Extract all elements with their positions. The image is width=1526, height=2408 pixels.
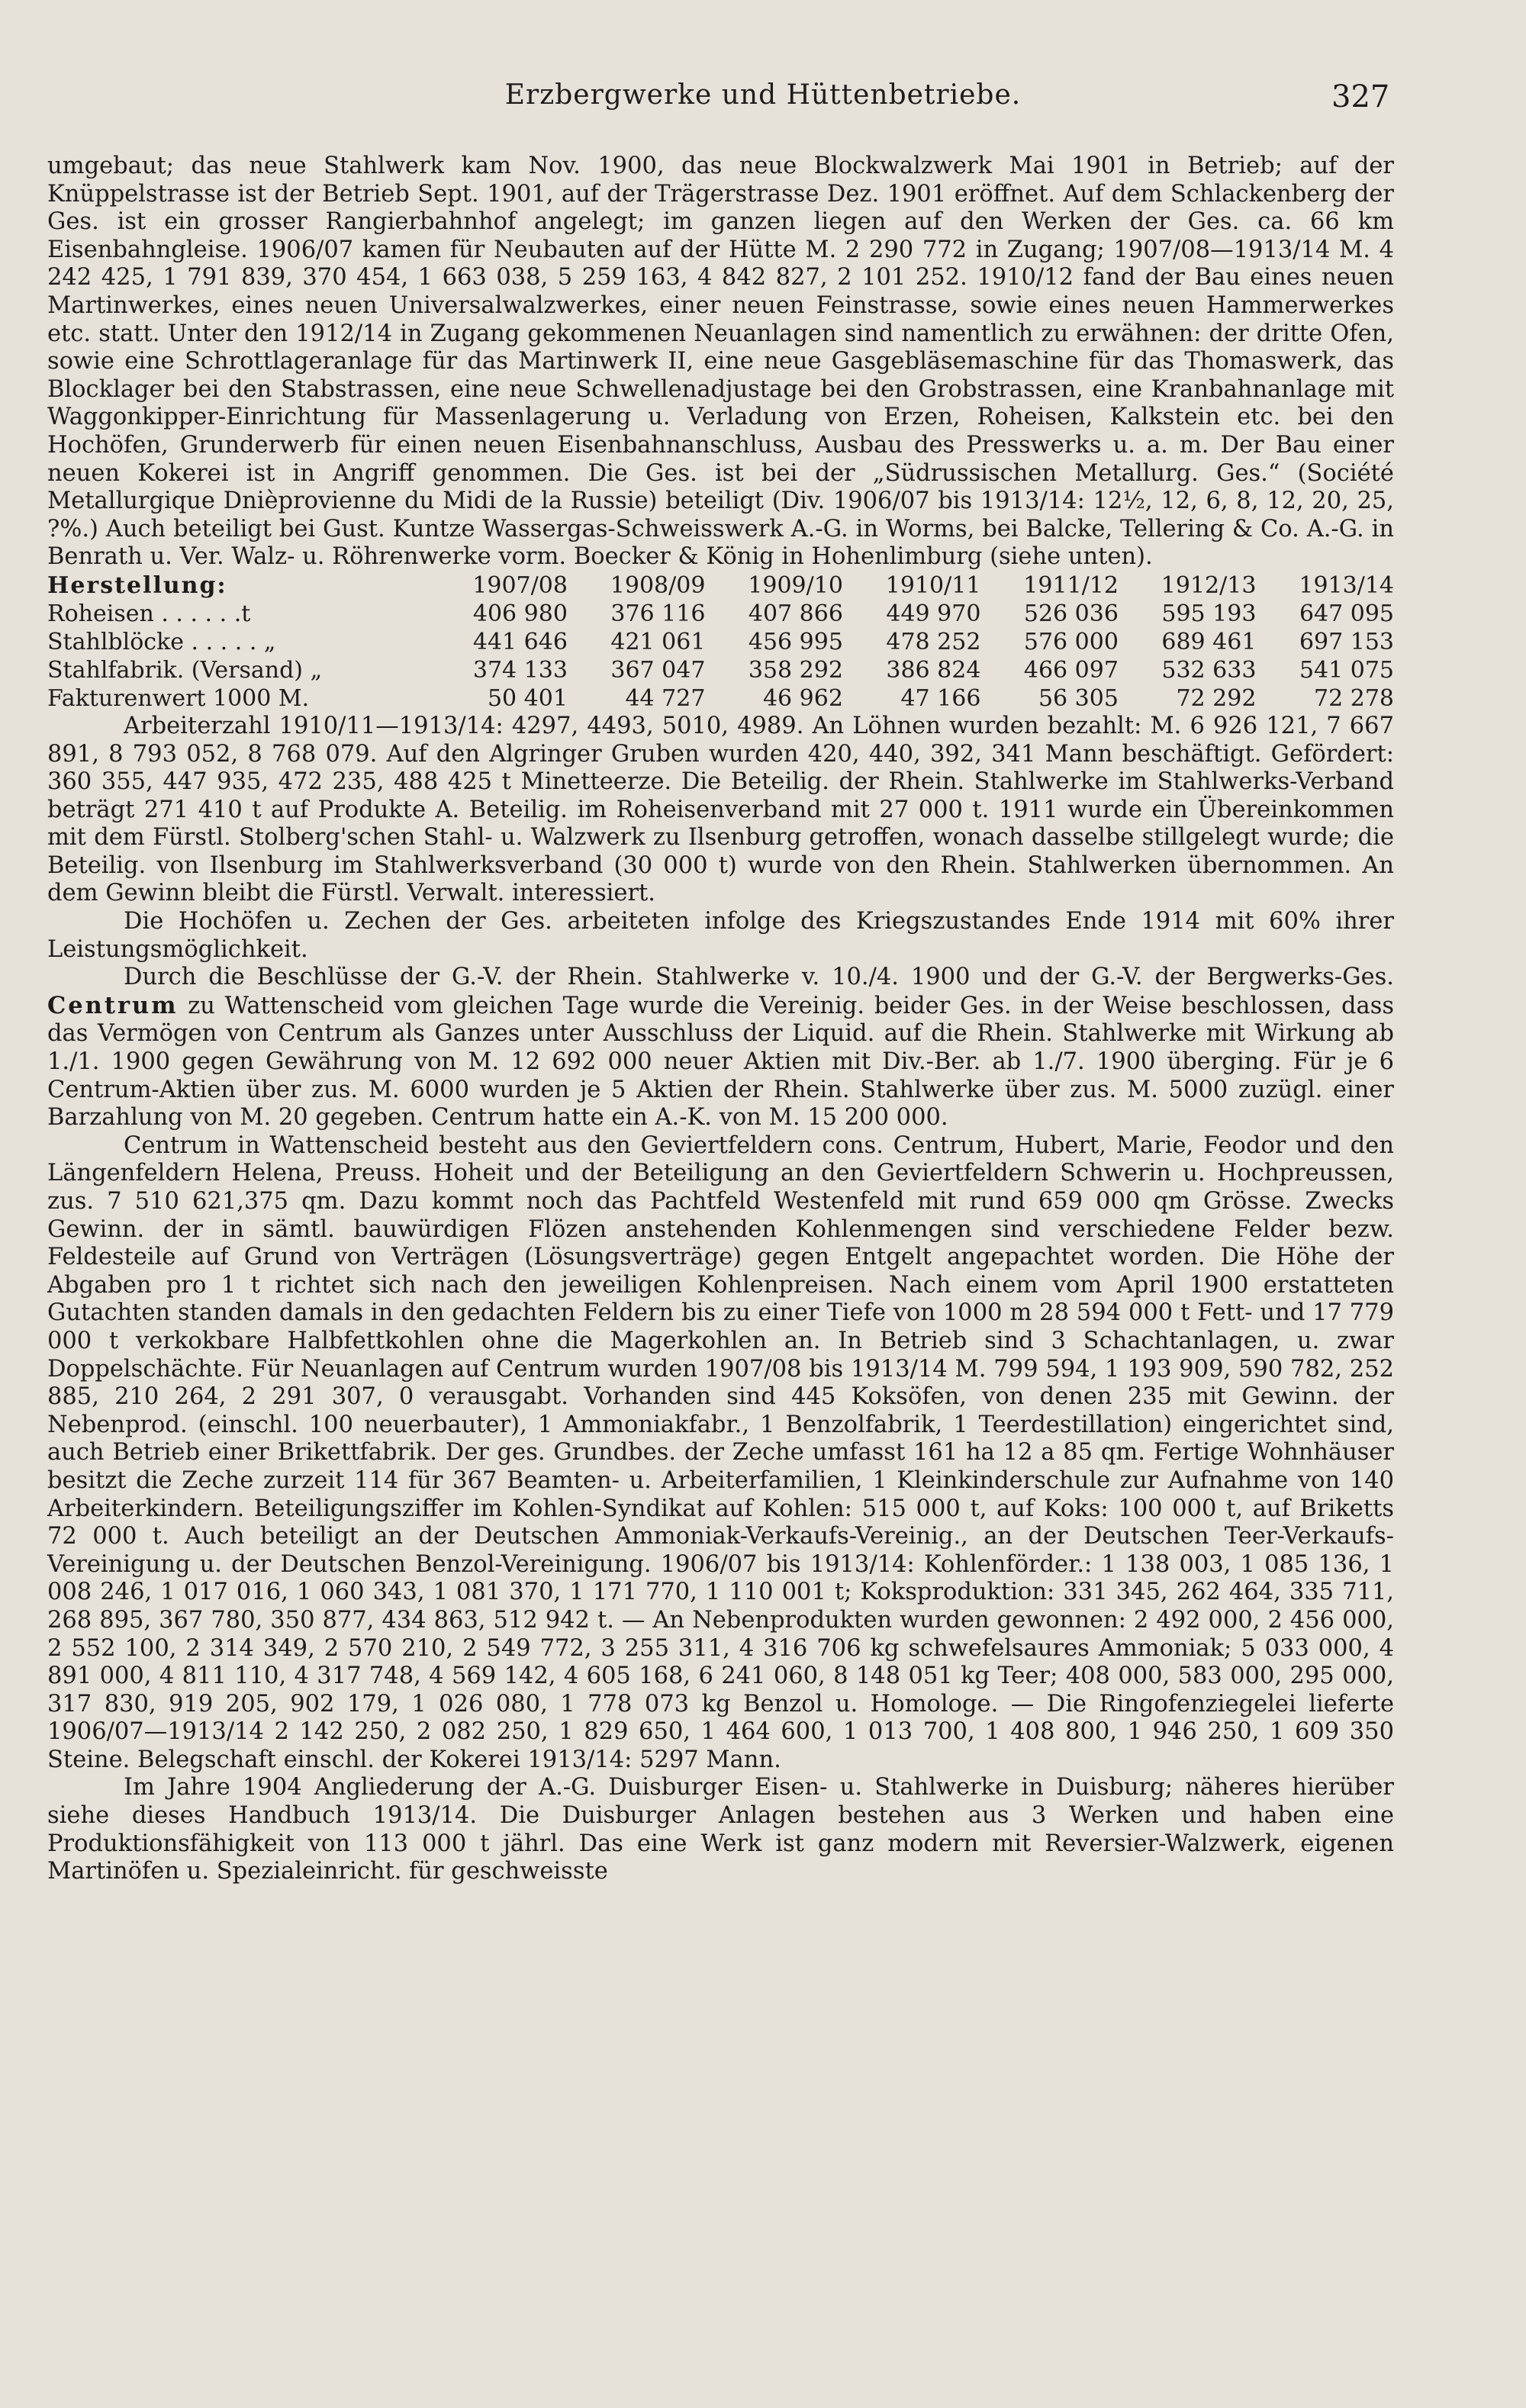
- table-cell: 47 166: [900, 684, 981, 712]
- row-unit: t: [241, 600, 251, 627]
- row-label-text: Stahlfabrik. (Versand): [47, 656, 304, 684]
- paragraph-duisburg: Im Jahre 1904 Angliederung der A.-G. Duisburger Eisen- u. Stahlwerke in Duisburg; näheres hierüber siehe dieses Handbuch 1913/14. Die Duisburger Anlagen bestehen aus 3 Werken und haben eine Produktionsfähigkeit von 113 000 t jährl. Das eine Werk ist ganz modern mit Reversier-Walzwerk, eigenen Martinöfen u. Spezialeinricht. für geschweisste: [47, 1774, 1394, 1885]
- paragraph-war: Die Hochöfen u. Zechen der Ges. arbeiteten infolge des Kriegszustandes Ende 1914 mit 60% ihrer Leistungsmöglichkeit.: [47, 908, 1394, 963]
- row-label: [47, 628, 431, 656]
- merger-text-before: Durch die Beschlüsse der G.-V. der Rhein. Stahlwerke v. 10./4. 1900 und der G.-V. der Bergwerks-Ges.: [124, 964, 1394, 991]
- table-cell: 576 000: [1023, 628, 1119, 655]
- table-row: [47, 684, 1394, 713]
- year-column-header: 1908/09: [610, 571, 706, 599]
- table-cell: 386 824: [886, 656, 981, 684]
- page-number: 327: [1331, 79, 1390, 114]
- paragraph-centrum-fields: Centrum in Wattenscheid besteht aus den Geviertfeldern cons. Centrum, Hubert, Marie, Feodor und den Längenfeldern Helena, Preuss. Hoheit und der Beteiligung an den Geviertfeldern Schwerin u. Hochpreussen, zus. 7 510 621,375 qm. Dazu kommt noch das Pachtfeld Westenfeld mit rund 659 000 qm Grösse. Zwecks Gewinn. der in sämtl. bauwürdigen Flözen anstehenden Kohlenmengen sind verschiedene Felder bezw. Feldesteile auf Grund von Verträgen (Lösungsverträge) gegen Entgelt angepachtet worden. Die Höhe der Abgaben pro 1 t richtet sich nach den jeweiligen Kohlenpreisen. Nach einem vom April 1900 erstatteten Gutachten standen damals in den gedachten Feldern bis zu einer Tiefe von 1000 m 28 594 000 t Fett- und 17 779 000 t verkokbare Halbfettkohlen ohne die Magerkohlen an. In Betrieb sind 3 Schachtanlagen, u. zwar Doppelschächte. Für Neuanlagen auf Centrum wurden 1907/08 bis 1913/14 M. 799 594, 1 193 909, 590 782, 252 885, 210 264, 2 291 307, 0 verausgabt. Vorhanden sind 445 Koksöfen, von denen 235 mit Gewinn. der Nebenprod. (einschl. 100 neuerbauter), 1 Ammoniakfabr., 1 Benzolfabrik, 1 Teerdestillation) eingerichtet sind, auch Betrieb einer Brikettfabrik. Der ges. Grundbes. der Zeche umfasst 161 ha 12 a 85 qm. Fertige Wohnhäuser besitzt die Zeche zurzeit 114 für 367 Beamten- u. Arbeiterfamilien, 1 Kleinkinderschule zur Aufnahme von 140 Arbeiterkindern. Beteiligungsziffer im Kohlen-Syndikat auf Kohlen: 515 000 t, auf Koks: 100 000 t, auf Briketts 72 000 t. Auch beteiligt an der Deutschen Ammoniak-Verkaufs-Vereinig., an der Deutschen Teer-Verkaufs-Vereinigung u. der Deutschen Benzol-Vereinigung. 1906/07 bis 1913/14: Kohlenförder.: 1 138 003, 1 085 136, 1 008 246, 1 017 016, 1 060 343, 1 081 370, 1 171 770, 1 110 001 t; Koksproduktion: 331 345, 262 464, 335 711, 268 895, 367 780, 350 877, 434 863, 512 942 t. — An Nebenprodukten wurden gewonnen: 2 492 000, 2 456 000, 2 552 100, 2 314 349, 2 570 210, 2 549 772, 3 255 311, 4 316 706 kg schwefelsaures Ammoniak; 5 033 000, 4 891 000, 4 811 110, 4 317 748, 4 569 142, 4 605 168, 6 241 060, 8 148 051 kg Teer; 408 000, 583 000, 295 000, 317 830, 919 205, 902 179, 1 026 080, 1 778 073 kg Benzol u. Homologe. — Die Ringofenziegelei lieferte 1906/07—1913/14 2 142 250, 2 082 250, 1 829 650, 1 464 600, 1 013 700, 1 408 800, 1 946 250, 1 609 350 Steine. Belegschaft einschl. der Kokerei 1913/14: 5297 Mann.: [47, 1132, 1394, 1773]
- table-cell: 441 646: [472, 628, 568, 655]
- table-cell: 449 970: [886, 600, 981, 627]
- table-cell: 421 061: [610, 628, 706, 655]
- row-label-text: Fakturenwert 1000 M.: [47, 684, 310, 712]
- year-column-header: 1913/14: [1299, 571, 1394, 599]
- table-cell: 376 116: [610, 600, 706, 627]
- paragraph-centrum-merger: [47, 964, 1394, 1132]
- production-table-heading: Herstellung:: [47, 571, 227, 599]
- body-text: [47, 153, 1394, 1886]
- row-label-text: Roheisen . . . . . .: [47, 600, 242, 627]
- company-name-centrum: Centrum: [47, 991, 179, 1019]
- table-cell: 358 292: [748, 656, 843, 684]
- production-table-header-row: [47, 571, 1394, 600]
- table-cell: 478 252: [886, 628, 981, 655]
- row-label-text: Stahlblöcke . . . . .: [47, 628, 257, 655]
- table-cell: 406 980: [472, 600, 568, 627]
- year-column-header: 1910/11: [885, 571, 981, 599]
- table-cell: 44 727: [625, 684, 706, 712]
- table-cell: 466 097: [1023, 656, 1119, 684]
- year-column-header: 1911/12: [1023, 571, 1119, 599]
- row-unit: „: [310, 656, 323, 684]
- table-cell: 595 193: [1161, 600, 1257, 627]
- table-cell: 46 962: [762, 684, 843, 712]
- year-column-header: 1909/10: [748, 571, 843, 599]
- table-cell: 689 461: [1161, 628, 1257, 655]
- merger-text-after: zu Wattenscheid vom gleichen Tage wurde die Vereinig. beider Ges. in der Weise beschlossen, dass das Vermögen von Centrum als Ganzes unter Ausschluss der Liquid. auf die Rhein. Stahlwerke mit Wirkung ab 1./1. 1900 gegen Gewährung von M. 12 692 000 neuer Aktien mit Div.-Ber. ab 1./7. 1900 überging. Für je 6 Centrum-Aktien über zus. M. 6000 wurden je 5 Aktien der Rhein. Stahlwerke über zus. M. 5000 zuzügl. einer Barzahlung von M. 20 gegeben. Centrum hatte ein A.-K. von M. 15 200 000.: [47, 992, 1395, 1132]
- table-cell: 456 995: [748, 628, 843, 655]
- row-label: [47, 656, 431, 684]
- table-cell: 56 305: [1038, 684, 1119, 712]
- table-cell: 526 036: [1023, 600, 1119, 627]
- table-row: [47, 600, 1394, 628]
- table-cell: 532 633: [1161, 656, 1257, 684]
- table-cell: 541 075: [1299, 656, 1394, 684]
- table-row: [47, 656, 1394, 684]
- year-column-header: 1912/13: [1161, 571, 1257, 599]
- table-cell: 697 153: [1299, 628, 1394, 655]
- table-cell: 374 133: [472, 656, 568, 684]
- year-column-header: 1907/08: [472, 571, 568, 599]
- production-table: [47, 571, 1394, 713]
- table-cell: 407 866: [748, 600, 843, 627]
- paragraph-workers: Arbeiterzahl 1910/11—1913/14: 4297, 4493, 5010, 4989. An Löhnen wurden bezahlt: M. 6 926 121, 7 667 891, 8 793 052, 8 768 079. Auf den Algringer Gruben wurden 420, 440, 392, 341 Mann beschäftigt. Gefördert: 360 355, 447 935, 472 235, 488 425 t Minetteerze. Die Beteilig. der Rhein. Stahlwerke im Stahlwerks-Verband beträgt 271 410 t auf Produkte A. Beteilig. im Roheisenverband mit 27 000 t. 1911 wurde ein Übereinkommen mit dem Fürstl. Stolberg'schen Stahl- u. Walzwerk zu Ilsenburg getroffen, wonach dasselbe stillgelegt wurde; die Beteilig. von Ilsenburg im Stahlwerksverband (30 000 t) wurde von den Rhein. Stahlwerken übernommen. An dem Gewinn bleibt die Fürstl. Verwalt. interessiert.: [47, 712, 1394, 907]
- table-cell: 50 401: [487, 684, 568, 712]
- table-cell: 367 047: [610, 656, 706, 684]
- row-unit: „: [263, 628, 276, 655]
- table-cell: 72 292: [1176, 684, 1257, 712]
- row-label: [47, 684, 431, 713]
- table-row: [47, 628, 1394, 656]
- paragraph-rheinische-stahlwerke-plants: umgebaut; das neue Stahlwerk kam Nov. 1900, das neue Blockwalzwerk Mai 1901 in Betrieb; auf der Knüppelstrasse ist der Betrieb Sept. 1901, auf der Trägerstrasse Dez. 1901 eröffnet. Auf dem Schlackenberg der Ges. ist ein grosser Rangierbahnhof angelegt; im ganzen liegen auf den Werken der Ges. ca. 66 km Eisenbahngleise. 1906/07 kamen für Neubauten auf der Hütte M. 2 290 772 in Zugang; 1907/08—1913/14 M. 4 242 425, 1 791 839, 370 454, 1 663 038, 5 259 163, 4 842 827, 2 101 252. 1910/12 fand der Bau eines neuen Martinwerkes, eines neuen Universalwalzwerkes, einer neuen Feinstrasse, sowie eines neuen Hammerwerkes etc. statt. Unter den 1912/14 in Zugang gekommenen Neuanlagen sind namentlich zu erwähnen: der dritte Ofen, sowie eine Schrottlageranlage für das Martinwerk II, eine neue Gasgebläsemaschine für das Thomaswerk, das Blocklager bei den Stabstrassen, eine neue Schwellenadjustage bei den Grobstrassen, eine Kranbahnanlage mit Waggonkipper-Einrichtung für Massenlagerung u. Verladung von Erzen, Roheisen, Kalkstein etc. bei den Hochöfen, Grunderwerb für einen neuen Eisenbahnanschluss, Ausbau des Presswerks u. a. m. Der Bau einer neuen Kokerei ist in Angriff genommen. Die Ges. ist bei der „Südrussischen Metallurg. Ges.“ (Société Metallurgique Dnièprovienne du Midi de la Russie) beteiligt (Div. 1906/07 bis 1913/14: 12½, 12, 6, 8, 12, 20, 25, ?%.) Auch beteiligt bei Gust. Kuntze Wassergas-Schweisswerk A.-G. in Worms, bei Balcke, Tellering & Co. A.-G. in Benrath u. Ver. Walz- u. Röhrenwerke vorm. Boecker & König in Hohenlimburg (siehe unten).: [47, 153, 1394, 571]
- table-cell: 647 095: [1299, 600, 1394, 627]
- table-cell: 72 278: [1314, 684, 1394, 712]
- row-label: [47, 600, 431, 628]
- running-title: Erzbergwerke und Hüttenbetriebe.: [504, 79, 1022, 111]
